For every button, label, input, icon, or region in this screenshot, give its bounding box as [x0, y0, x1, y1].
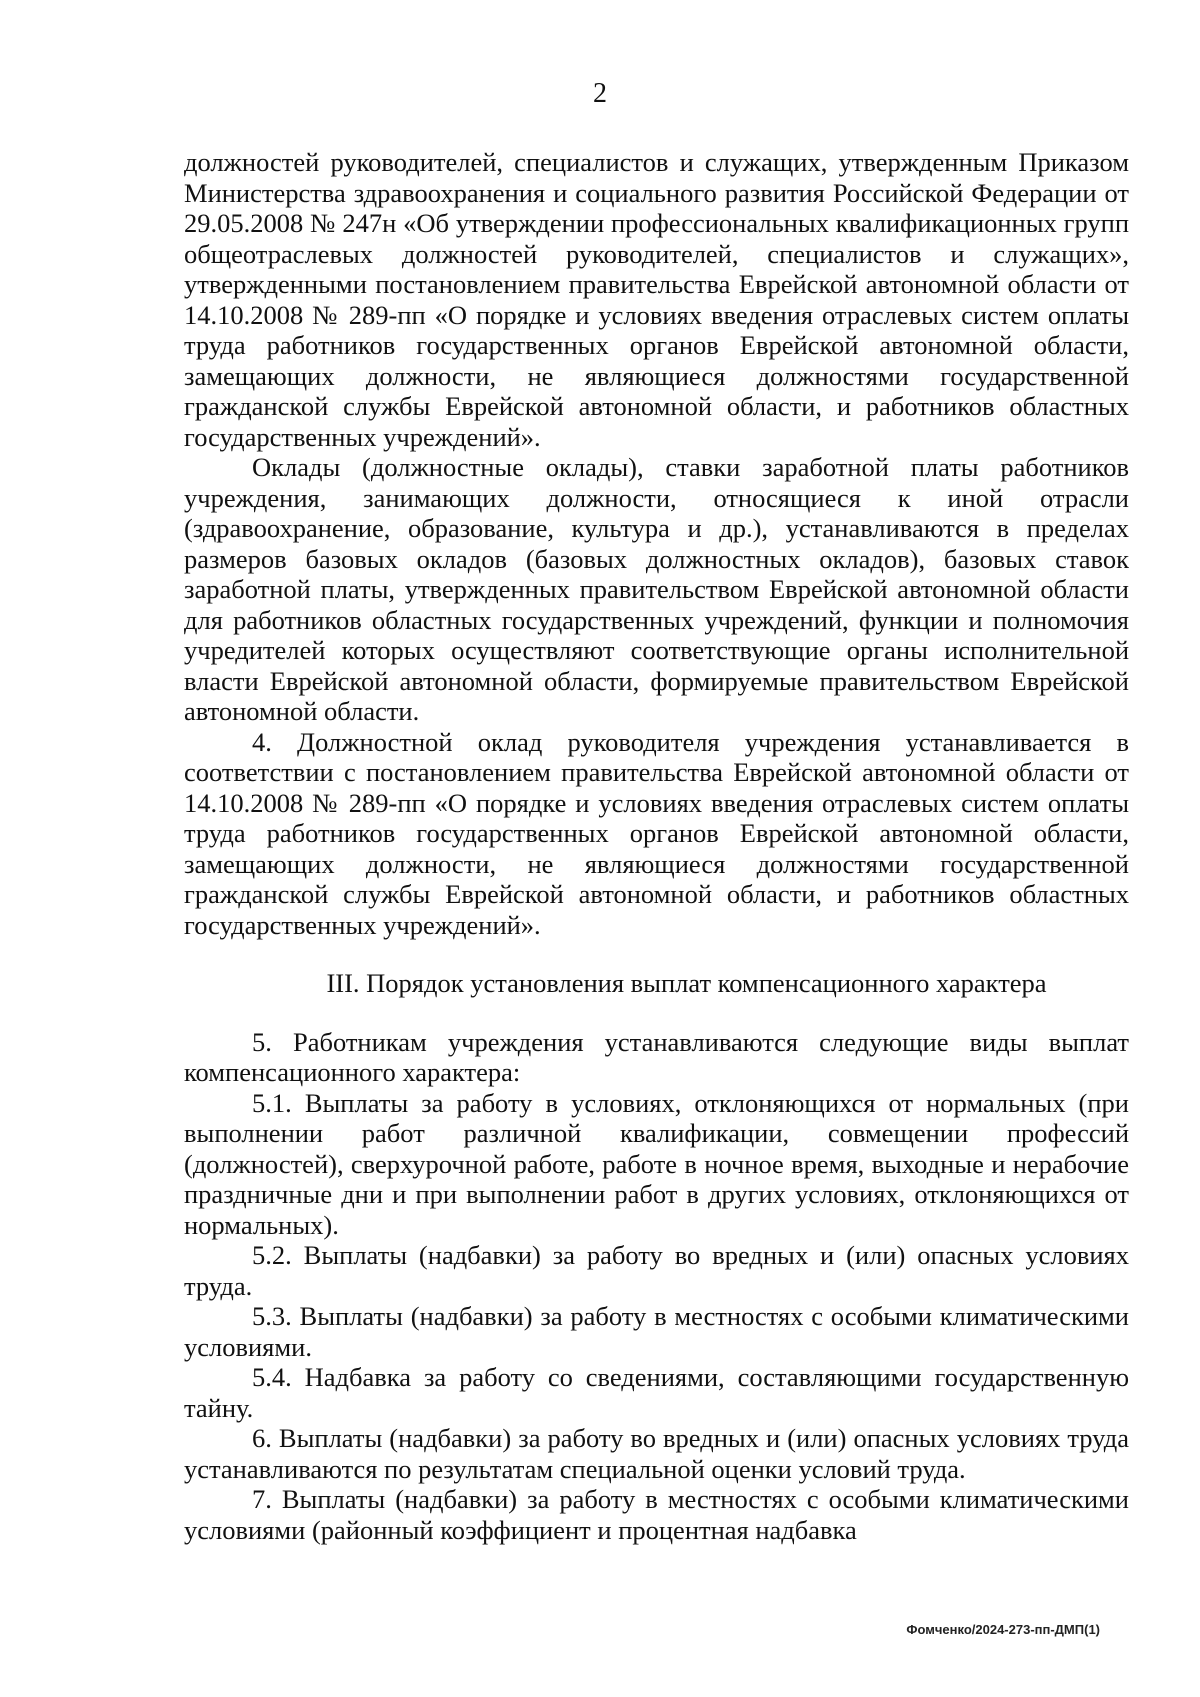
section-heading-iii: III. Порядок установления выплат компенсационного характера — [326, 968, 1047, 998]
paragraph-item-5: 5. Работникам учреждения устанавливаются следующие виды выплат компенсационного характера: — [184, 1026, 1129, 1087]
paragraph-salaries-other-branch: Оклады (должностные оклады), ставки заработной платы работников учреждения, занимающих должности, относящиеся к иной отрасли (здравоохранение, образование, культура и др.), устанавливаются в пределах размеров базовых окладов (базовых должностных окладов), базовых ставок заработной платы, утвержденных правительством Еврейской автономной области для работников областных государственных учреждений, функции и полномочия учредителей которых осуществляют соответствующие органы исполнительной власти Еврейской автономной области, формируемые правительством Еврейской автономной области. — [184, 452, 1129, 726]
page-number: 2 — [593, 78, 607, 109]
document-footer-code: Фомченко/2024-273-пп-ДМП(1) — [906, 1622, 1100, 1637]
paragraph-item-6: 6. Выплаты (надбавки) за работу во вредных и (или) опасных условиях труда устанавливаются по результатам специальной оценки условий труда. — [184, 1423, 1129, 1484]
document-body — [184, 147, 1129, 1545]
paragraph-item-5-4: 5.4. Надбавка за работу со сведениями, составляющими государственную тайну. — [184, 1362, 1129, 1423]
paragraph-item-4: 4. Должностной оклад руководителя учреждения устанавливается в соответствии с постановлением правительства Еврейской автономной области от 14.10.2008 № 289-пп «О порядке и условиях введения отраслевых систем оплаты труда работников государственных органов Еврейской автономной области, замещающих должности, не являющиеся должностями государственной гражданской службы Еврейской автономной области, и работников областных государственных учреждений». — [184, 726, 1129, 940]
paragraph-item-5-3: 5.3. Выплаты (надбавки) за работу в местностях с особыми климатическими условиями. — [184, 1301, 1129, 1362]
paragraph-continuation: должностей руководителей, специалистов и служащих, утвержденным Приказом Министерства здравоохранения и социального развития Российской Федерации от 29.05.2008 № 247н «Об утверждении профессиональных квалификационных групп общеотраслевых должностей руководителей, специалистов и служащих», утвержденными постановлением правительства Еврейской автономной области от 14.10.2008 № 289-пп «О порядке и условиях введения отраслевых систем оплаты труда работников государственных органов Еврейской автономной области, замещающих должности, не являющиеся должностями государственной гражданской службы Еврейской автономной области, и работников областных государственных учреждений». — [184, 147, 1129, 452]
paragraph-item-5-1: 5.1. Выплаты за работу в условиях, отклоняющихся от нормальных (при выполнении работ различной квалификации, совмещении профессий (должностей), сверхурочной работе, работе в ночное время, выходные и нерабочие праздничные дни и при выполнении работ в других условиях, отклоняющихся от нормальных). — [184, 1087, 1129, 1240]
paragraph-item-7: 7. Выплаты (надбавки) за работу в местностях с особыми климатическими условиями (районный коэффициент и процентная надбавка — [184, 1484, 1129, 1545]
paragraph-item-5-2: 5.2. Выплаты (надбавки) за работу во вредных и (или) опасных условиях труда. — [184, 1240, 1129, 1301]
